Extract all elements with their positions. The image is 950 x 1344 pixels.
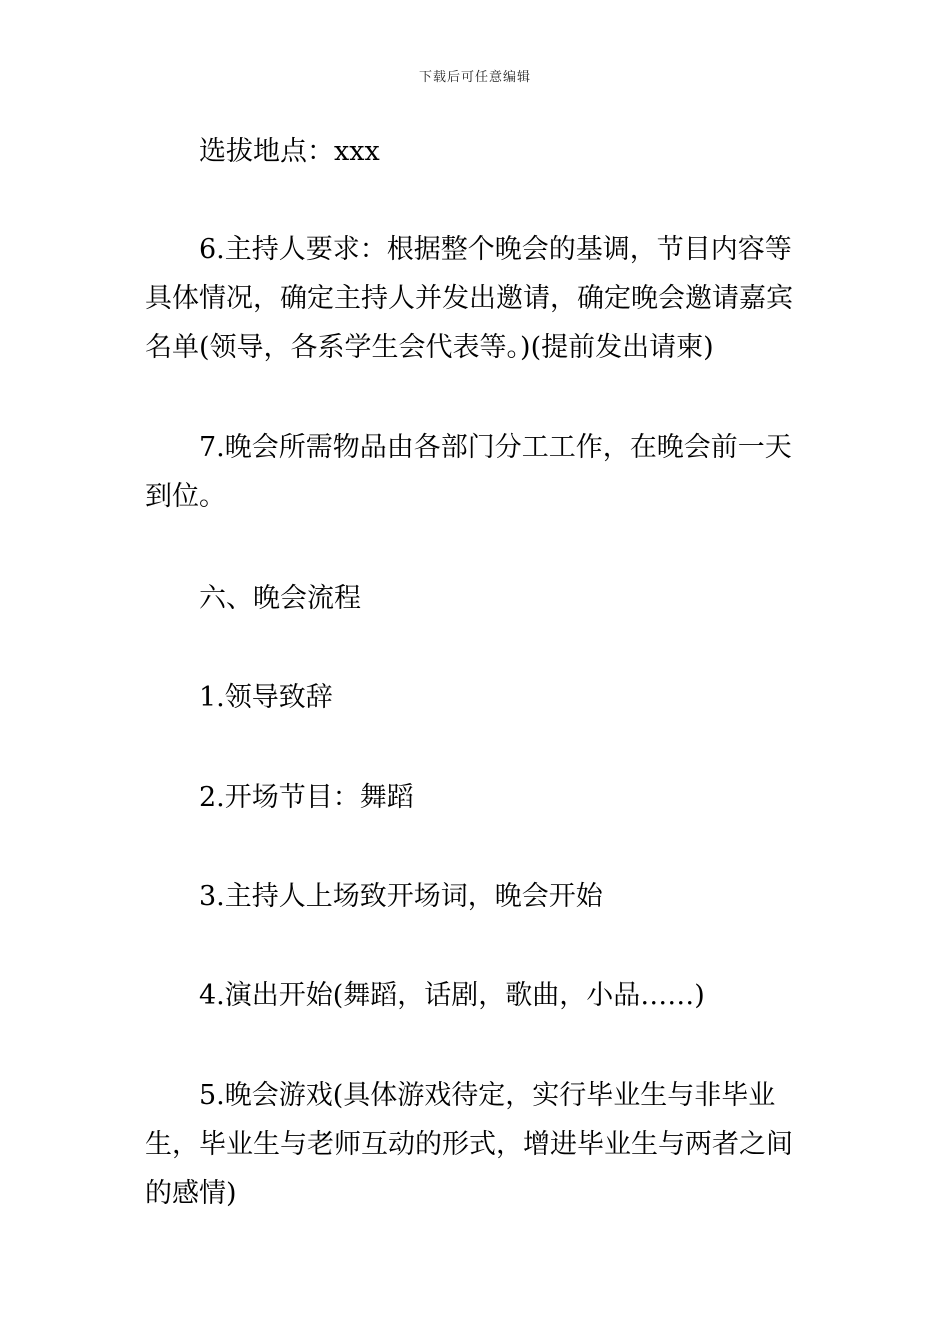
list-item-host-opening: 3.主持人上场致开场词，晚会开始 [199, 881, 603, 912]
list-item-performances: 4.演出开始(舞蹈，话剧，歌曲，小品……) [199, 980, 705, 1011]
list-item-party-games: 5.晚会游戏(具体游戏待定，实行毕业生与非毕业生，毕业生与老师互动的形式，增进毕业生与两者之间的感情) [145, 1080, 793, 1209]
list-item-opening-dance: 2.开场节目：舞蹈 [199, 782, 414, 813]
page-header: 下载后可任意编辑 [418, 70, 531, 85]
section-heading-program-flow: 六、晚会流程 [199, 583, 361, 614]
paragraph-host-requirements: 6.主持人要求：根据整个晚会的基调，节目内容等具体情况，确定主持人并发出邀请，确定晚会邀请嘉宾名单(领导，各系学生会代表等。)(提前发出请柬) [145, 234, 793, 363]
list-item-leader-speech: 1.领导致辞 [199, 682, 333, 713]
paragraph-supplies: 7.晚会所需物品由各部门分工工作，在晚会前一天到位。 [145, 432, 792, 512]
paragraph-venue: 选拔地点：xxx [199, 136, 380, 167]
